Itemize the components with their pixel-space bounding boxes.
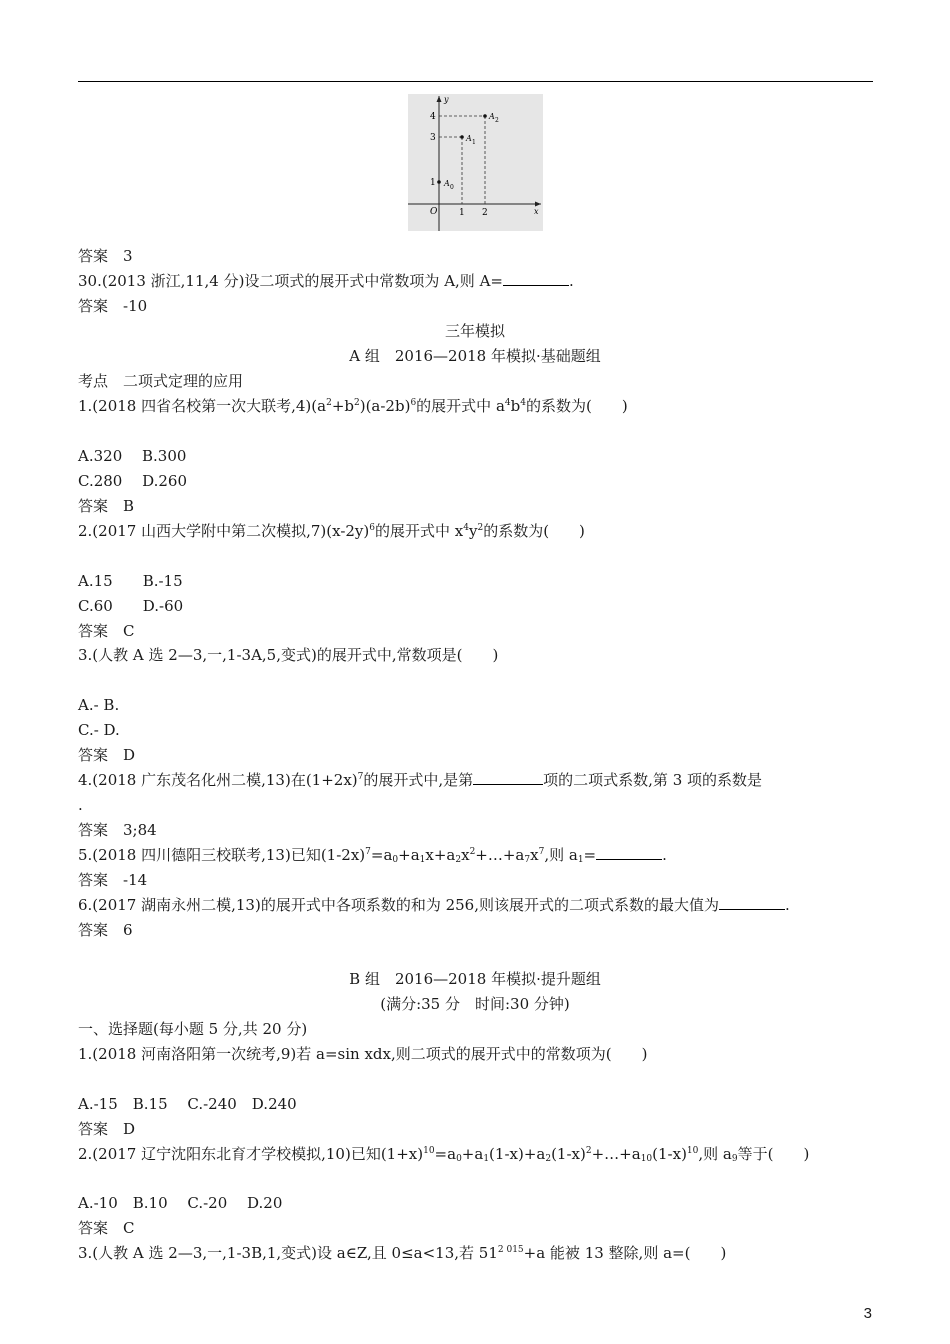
answer-29: 答案 3 <box>78 247 133 265</box>
tick-y-1: 1 <box>430 178 436 188</box>
label-a2: A <box>489 112 495 121</box>
question-a6: 6.(2017 湖南永州二模,13)的展开式中各项系数的和为 256,则该展开式的二项式系数的最大值为 . <box>78 896 790 914</box>
part-heading: 一、选择题(每小题 5 分,共 20 分) <box>78 1020 308 1038</box>
answer-a2: 答案 C <box>78 622 135 640</box>
answer-a5: 答案 -14 <box>78 871 148 889</box>
answer-a4: 答案 3;84 <box>78 821 157 839</box>
answer-30: 答案 -10 <box>78 297 148 315</box>
answer-b1: 答案 D <box>78 1120 136 1138</box>
axis-label-x: x <box>534 207 539 216</box>
group-a-heading: A 组 2016—2018 年模拟·基础题组 <box>349 347 601 365</box>
options-a3-row2: C.- D. <box>78 721 120 739</box>
label-a1-sub: 1 <box>472 139 476 146</box>
answer-a3: 答案 D <box>78 746 136 764</box>
label-a0-sub: 0 <box>450 184 454 191</box>
coordinate-plot <box>408 94 543 231</box>
answer-blank <box>596 846 662 860</box>
question-b1: 1.(2018 河南洛阳第一次统考,9)若 a=sin xdx,则二项式的展开式中的常数项为( ) <box>78 1045 648 1063</box>
question-a4: 4.(2018 广东茂名化州二模,13)在$(1+2x)^7$的展开式中,是第 项的二项式系数,第 3 项的系数是 <box>78 771 763 789</box>
tick-y-3: 3 <box>430 133 436 143</box>
options-a1-row2: C.280 D.260 <box>78 472 187 490</box>
options-a2-row2: C.60 D.-60 <box>78 597 184 615</box>
coordinate-figure <box>408 94 543 231</box>
answer-blank <box>719 896 785 910</box>
answer-a1: 答案 B <box>78 497 135 515</box>
tick-x-1: 1 <box>459 208 465 218</box>
point-a0 <box>437 180 441 184</box>
tick-x-2: 2 <box>482 208 488 218</box>
group-b-subheading: (满分:35 分 时间:30 分钟) <box>380 995 570 1013</box>
answer-blank <box>473 771 543 785</box>
options-b1: A.-15 B.15 C.-240 D.240 <box>78 1095 297 1113</box>
group-b-heading: B 组 2016—2018 年模拟·提升题组 <box>349 970 601 988</box>
header-rule <box>78 81 873 82</box>
point-a1 <box>460 135 464 139</box>
question-b2: 2.(2017 辽宁沈阳东北育才学校模拟,10)已知$(1+x)^{10}=a_0+a_1(1-x)+a_2(1-x)^2+\dots+a_{10}(1-x)^{10}$,则 $a_9$等于( ) <box>78 1145 810 1164</box>
section-title: 三年模拟 <box>444 322 505 340</box>
point-a2 <box>483 114 487 118</box>
options-a1-row1: A.320 B.300 <box>78 447 187 465</box>
kaodian-heading: 考点 二项式定理的应用 <box>78 372 244 390</box>
answer-b2: 答案 C <box>78 1219 135 1237</box>
options-a3-row1: A.- B. <box>78 696 120 714</box>
answer-a6: 答案 6 <box>78 921 133 939</box>
label-a0: A <box>444 179 450 188</box>
question-b3: 3.(人教 A 选 2—3,一,1-3B,1,变式)设 a∈Z,且 0≤a<13,若 $51^{2 015}+a$ 能被 13 整除,则 a=( ) <box>78 1244 727 1262</box>
answer-blank <box>503 272 569 286</box>
question-a5: 5.(2018 四川德阳三校联考,13)已知$(1-2x)^7=a_0+a_1x+a_2x^2+\dots+a_7x^7$,则 $a_1=$ . <box>78 846 667 865</box>
x-axis-arrow <box>535 202 541 207</box>
question-30: 30.(2013 浙江,11,4 分)设二项式的展开式中常数项为 A,则 A= . <box>78 272 574 290</box>
label-a2-sub: 2 <box>495 117 499 124</box>
question-a1: 1.(2018 四省名校第一次大联考$,4)(a^2+b^2)(a-2b)^6$的展开式中 $a^4b^4$的系数为( ) <box>78 397 628 415</box>
y-axis-arrow <box>437 96 442 102</box>
options-b2: A.-10 B.10 C.-20 D.20 <box>78 1194 283 1212</box>
question-a4-cont: . <box>78 796 83 814</box>
question-a2: 2.(2017 山西大学附中第二次模拟$,7)(x-2y)^6$的展开式中 $x^4y^2$的系数为( ) <box>78 522 585 540</box>
label-a1: A <box>466 134 472 143</box>
options-a2-row1: A.15 B.-15 <box>78 572 183 590</box>
question-a3: 3.(人教 A 选 2—3,一,1-3A,5,变式)的展开式中,常数项是( ) <box>78 646 499 664</box>
axis-label-y: y <box>444 95 449 104</box>
tick-y-4: 4 <box>430 112 436 122</box>
origin-label: O <box>430 207 438 217</box>
page-number: 3 <box>863 1305 872 1322</box>
